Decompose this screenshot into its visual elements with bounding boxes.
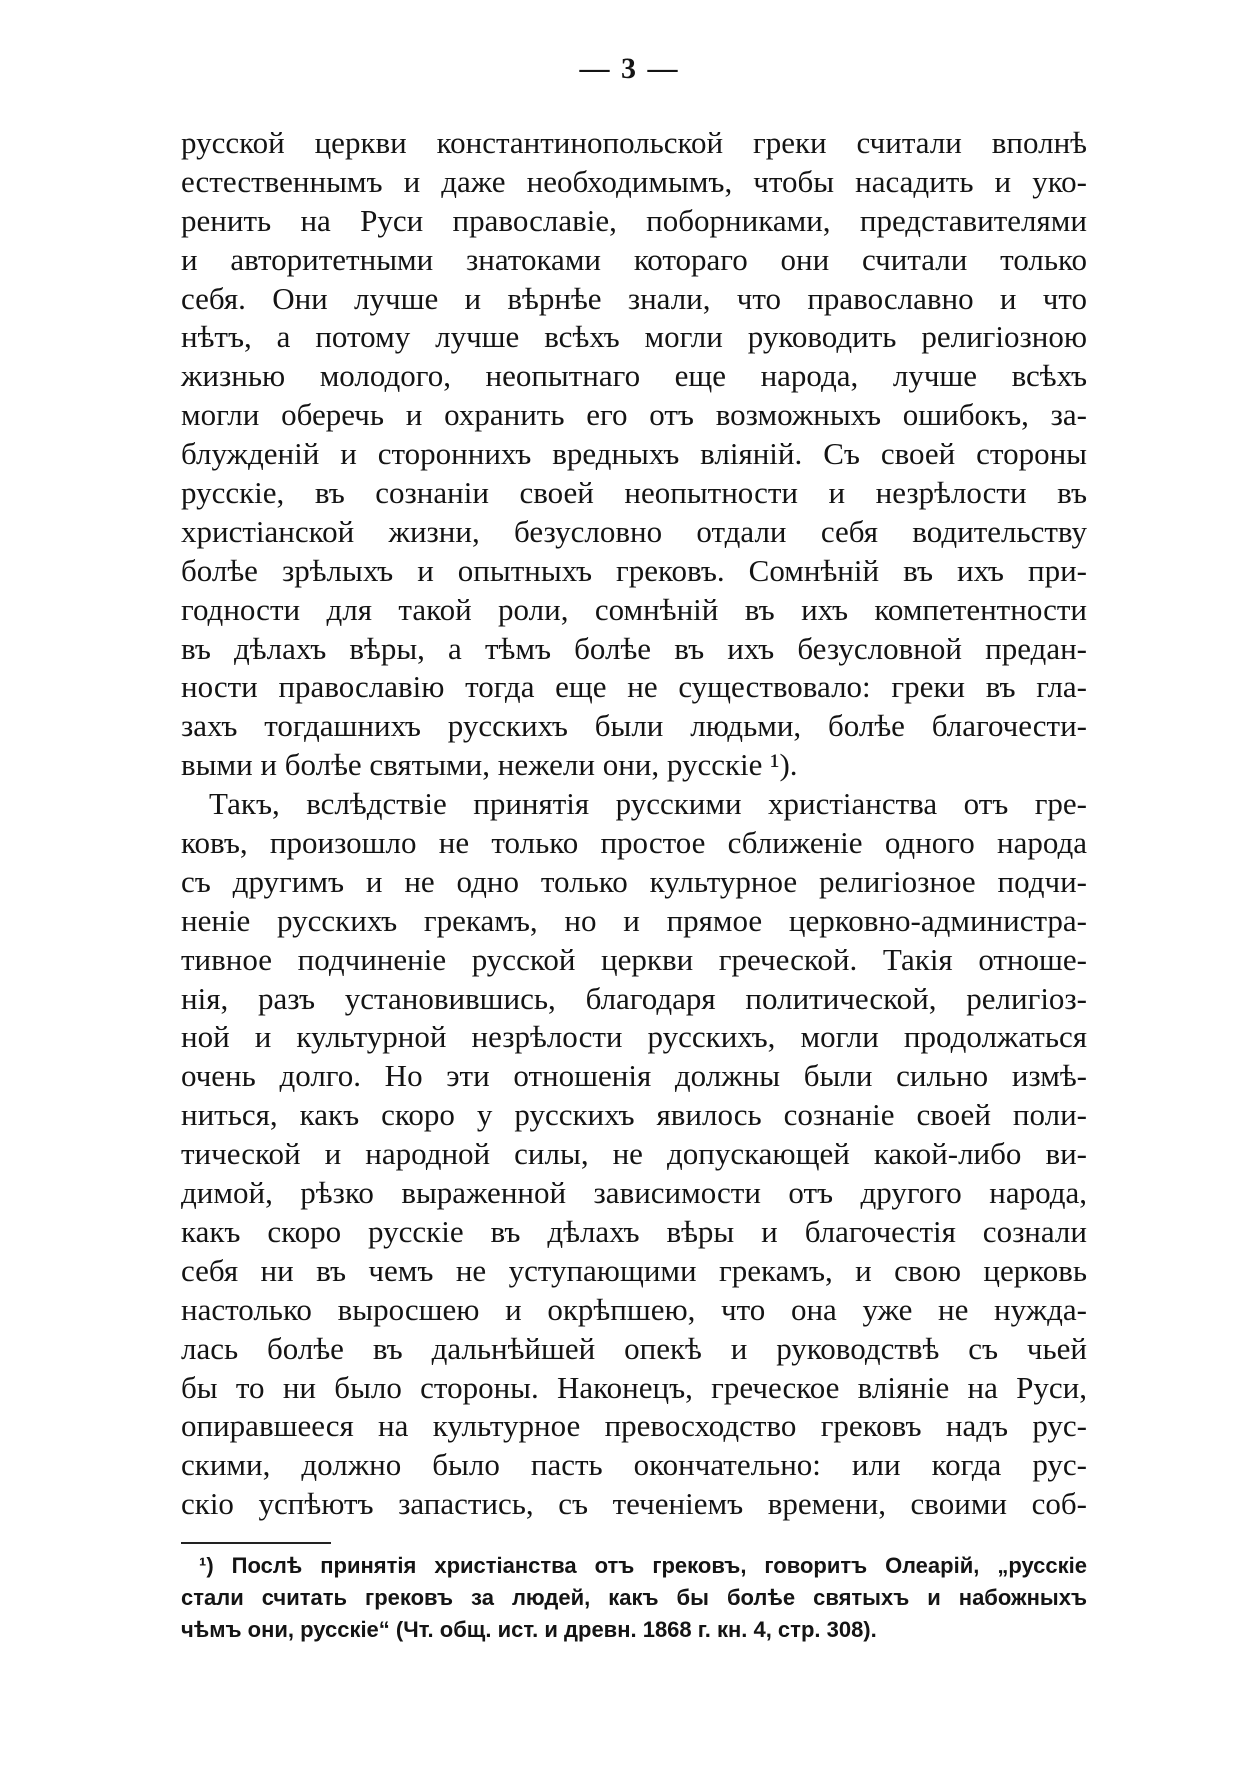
text-line: годности для такой роли, сомнѣній въ ихъ компетентности	[181, 591, 1087, 627]
text-line: какъ скоро русскіе въ дѣлахъ вѣры и благочестія сознали	[181, 1213, 1087, 1249]
text-line: лась болѣе въ дальнѣйшей опекѣ и руководствѣ съ чьей	[181, 1330, 1087, 1366]
text-line: и авторитетными знатоками котораго они считали только	[181, 241, 1087, 277]
text-line: захъ тогдашнихъ русскихъ были людьми, болѣе благочести-	[181, 708, 1087, 744]
text-line: жизнью молодого, неопытнаго еще народа, лучше всѣхъ	[181, 358, 1087, 394]
text-line: русскіе, въ сознаніи своей неопытности и незрѣлости въ	[181, 475, 1087, 511]
text-line: русской церкви константинопольской греки считали вполнѣ	[181, 125, 1087, 160]
text-line: себя. Они лучше и вѣрнѣе знали, что православно и что	[181, 280, 1087, 316]
text-line: нѣтъ, а потому лучше всѣхъ могли руководить религіозною	[181, 319, 1087, 355]
text-line: опиравшееся на культурное превосходство грековъ надъ рус-	[181, 1408, 1087, 1444]
text-line: ности православію тогда еще не существовало: греки въ гла-	[181, 669, 1087, 705]
text-line: выми и болѣе святыми, нежели они, русскіе ¹).	[181, 747, 798, 783]
text-line: тивное подчиненіе русской церкви греческой. Такія отноше-	[181, 941, 1087, 977]
text-line: тической и народной силы, не допускающей какой-либо ви-	[181, 1136, 1087, 1172]
footnote	[181, 1550, 1087, 1646]
text-line: нія, разъ установившись, благодаря политической, религіоз-	[181, 980, 1087, 1016]
page-number: — 3 —	[579, 52, 680, 85]
text-line: ниться, какъ скоро у русскихъ явилось сознаніе своей поли-	[181, 1097, 1087, 1133]
paragraph-start-line: Такъ, вслѣдствіе принятія русскими христіанства отъ гре-	[209, 786, 1087, 822]
text-line: болѣе зрѣлыхъ и опытныхъ грековъ. Сомнѣній въ ихъ при-	[181, 552, 1087, 588]
text-line: скіо успѣютъ запастись, съ теченіемъ времени, своими соб-	[181, 1486, 1087, 1522]
text-line: бы то ни было стороны. Наконецъ, греческое вліяніе на Руси,	[181, 1369, 1087, 1405]
footnote-line: стали считать грековъ за людей, какъ бы болѣе святыхъ и набожныхъ	[181, 1585, 1087, 1610]
text-line: неніе русскихъ грекамъ, но и прямое церковно-администра-	[181, 902, 1087, 938]
text-line: въ дѣлахъ вѣры, а тѣмъ болѣе въ ихъ безусловной предан-	[181, 630, 1087, 666]
text-line: могли оберечь и охранить его отъ возможныхъ ошибокъ, за-	[181, 397, 1087, 433]
text-line: блужденій и стороннихъ вредныхъ вліяній. Съ своей стороны	[181, 436, 1087, 472]
text-line: скими, должно было пасть окончательно: или когда рус-	[181, 1447, 1087, 1483]
text-line: ковъ, произошло не только простое сближеніе одного народа	[181, 825, 1087, 861]
text-line: димой, рѣзко выраженной зависимости отъ другого народа,	[181, 1175, 1087, 1211]
text-line: христіанской жизни, безусловно отдали себя водительству	[181, 513, 1087, 549]
text-line: естественнымъ и даже необходимымъ, чтобы насадить и уко-	[181, 163, 1087, 199]
text-line: настолько выросшею и окрѣпшею, что она уже не нужда-	[181, 1291, 1087, 1327]
footnote-line: ¹) Послѣ принятія христіанства отъ грековъ, говоритъ Олеарій, „русскіе	[199, 1553, 1087, 1578]
text-line: очень долго. Но эти отношенія должны были сильно измѣ-	[181, 1058, 1087, 1094]
footnote-line: чѣмъ они, русскіе“ (Чт. общ. ист. и древн. 1868 г. кн. 4, стр. 308).	[181, 1617, 877, 1642]
text-line: себя ни въ чемъ не уступающими грекамъ, и свою церковь	[181, 1252, 1087, 1288]
main-text	[181, 124, 1087, 1524]
text-line: ной и культурной незрѣлости русскихъ, могли продолжаться	[181, 1019, 1087, 1055]
footnote-divider	[181, 1542, 331, 1544]
text-line: съ другимъ и не одно только культурное религіозное подчи-	[181, 863, 1087, 899]
text-line: ренить на Руси православіе, поборниками, представителями	[181, 202, 1087, 238]
